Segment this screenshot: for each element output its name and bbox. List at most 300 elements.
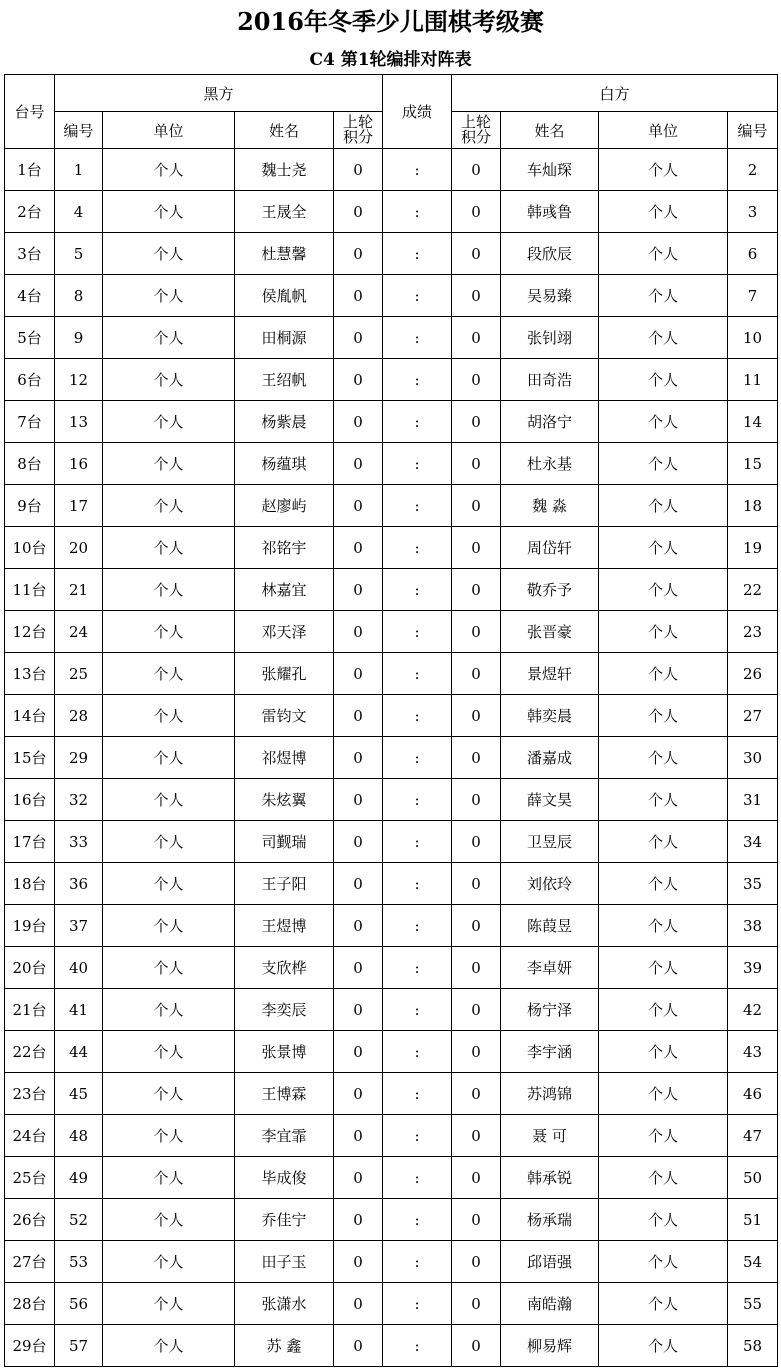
- white-unit-cell: 个人: [599, 821, 728, 863]
- white-unit-cell: 个人: [599, 1199, 728, 1241]
- white-unit-cell: 个人: [599, 317, 728, 359]
- white-name-cell: 张晋豪: [501, 611, 599, 653]
- table-number-cell: 12台: [5, 611, 55, 653]
- black-prev-score-cell: 0: [334, 233, 383, 275]
- white-unit-cell: 个人: [599, 527, 728, 569]
- white-prev-score-cell: 0: [452, 527, 501, 569]
- black-name-cell: 支欣桦: [235, 947, 334, 989]
- white-prev-score-cell: 0: [452, 1073, 501, 1115]
- black-id-cell: 44: [55, 1031, 103, 1073]
- result-cell: :: [383, 1031, 452, 1073]
- white-id-cell: 11: [728, 359, 778, 401]
- white-prev-score-header: [452, 112, 501, 149]
- white-prev-score-cell: 0: [452, 863, 501, 905]
- page-subtitle: C4 第1轮编排对阵表: [309, 50, 472, 70]
- black-unit-cell: 个人: [103, 191, 235, 233]
- black-prev-score-cell: 0: [334, 653, 383, 695]
- white-unit-cell: 个人: [599, 653, 728, 695]
- black-id-cell: 41: [55, 989, 103, 1031]
- black-unit-cell: 个人: [103, 275, 235, 317]
- white-name-cell: 杨宁泽: [501, 989, 599, 1031]
- white-prev-score-cell: 0: [452, 443, 501, 485]
- white-prev-score-cell: 0: [452, 1115, 501, 1157]
- white-unit-cell: 个人: [599, 275, 728, 317]
- black-unit-cell: 个人: [103, 695, 235, 737]
- black-prev-score-cell: 0: [334, 401, 383, 443]
- white-unit-cell: 个人: [599, 233, 728, 275]
- black-unit-cell: 个人: [103, 737, 235, 779]
- table-row: [5, 317, 778, 359]
- white-prev-score-header-line2: 积分: [461, 128, 492, 146]
- white-prev-score-cell: 0: [452, 695, 501, 737]
- black-prev-score-header-line2: 积分: [343, 128, 374, 146]
- white-name-cell: 敬乔予: [501, 569, 599, 611]
- table-number-cell: 6台: [5, 359, 55, 401]
- white-unit-cell: 个人: [599, 359, 728, 401]
- white-name-cell: 杨承瑞: [501, 1199, 599, 1241]
- white-name-header: 姓名: [501, 112, 599, 149]
- white-prev-score-header-line1: 上轮: [461, 113, 492, 131]
- black-name-cell: 赵廖屿: [235, 485, 334, 527]
- white-unit-cell: 个人: [599, 1283, 728, 1325]
- black-unit-cell: 个人: [103, 989, 235, 1031]
- black-name-cell: 雷钧文: [235, 695, 334, 737]
- black-name-header: 姓名: [235, 112, 334, 149]
- result-cell: :: [383, 191, 452, 233]
- white-name-cell: 刘依玲: [501, 863, 599, 905]
- white-prev-score-cell: 0: [452, 905, 501, 947]
- table-row: [5, 1325, 778, 1367]
- white-id-cell: 7: [728, 275, 778, 317]
- black-prev-score-cell: 0: [334, 443, 383, 485]
- white-prev-score-cell: 0: [452, 1157, 501, 1199]
- white-id-header: 编号: [728, 112, 778, 149]
- table-row: [5, 947, 778, 989]
- white-name-cell: 周岱轩: [501, 527, 599, 569]
- table-number-cell: 1台: [5, 149, 55, 191]
- white-id-cell: 2: [728, 149, 778, 191]
- black-name-cell: 王子阳: [235, 863, 334, 905]
- result-cell: :: [383, 317, 452, 359]
- result-cell: :: [383, 569, 452, 611]
- white-unit-cell: 个人: [599, 1073, 728, 1115]
- white-name-cell: 韩彧鲁: [501, 191, 599, 233]
- white-unit-cell: 个人: [599, 779, 728, 821]
- white-unit-cell: 个人: [599, 149, 728, 191]
- white-id-cell: 54: [728, 1241, 778, 1283]
- black-unit-cell: 个人: [103, 1115, 235, 1157]
- black-name-cell: 李宜霏: [235, 1115, 334, 1157]
- result-cell: :: [383, 611, 452, 653]
- black-id-cell: 9: [55, 317, 103, 359]
- black-id-cell: 33: [55, 821, 103, 863]
- white-name-cell: 陈葭昱: [501, 905, 599, 947]
- white-prev-score-cell: 0: [452, 1241, 501, 1283]
- table-number-cell: 8台: [5, 443, 55, 485]
- white-id-cell: 27: [728, 695, 778, 737]
- black-id-cell: 45: [55, 1073, 103, 1115]
- black-id-cell: 24: [55, 611, 103, 653]
- black-unit-cell: 个人: [103, 611, 235, 653]
- black-prev-score-cell: 0: [334, 569, 383, 611]
- table-number-cell: 5台: [5, 317, 55, 359]
- table-row: [5, 1157, 778, 1199]
- black-name-cell: 杜慧馨: [235, 233, 334, 275]
- white-id-cell: 19: [728, 527, 778, 569]
- white-name-cell: 邱语强: [501, 1241, 599, 1283]
- white-id-cell: 35: [728, 863, 778, 905]
- table-number-cell: 27台: [5, 1241, 55, 1283]
- result-cell: :: [383, 989, 452, 1031]
- black-prev-score-cell: 0: [334, 737, 383, 779]
- white-id-cell: 43: [728, 1031, 778, 1073]
- white-prev-score-cell: 0: [452, 569, 501, 611]
- black-prev-score-cell: 0: [334, 863, 383, 905]
- black-unit-cell: 个人: [103, 1073, 235, 1115]
- black-id-cell: 1: [55, 149, 103, 191]
- white-name-cell: 吴易臻: [501, 275, 599, 317]
- black-prev-score-cell: 0: [334, 611, 383, 653]
- white-id-cell: 10: [728, 317, 778, 359]
- black-unit-cell: 个人: [103, 401, 235, 443]
- white-name-cell: 李宇涵: [501, 1031, 599, 1073]
- white-id-cell: 31: [728, 779, 778, 821]
- black-id-cell: 49: [55, 1157, 103, 1199]
- white-name-cell: 柳易辉: [501, 1325, 599, 1367]
- black-id-header: 编号: [55, 112, 103, 149]
- white-unit-cell: 个人: [599, 1241, 728, 1283]
- white-prev-score-cell: 0: [452, 611, 501, 653]
- black-prev-score-cell: 0: [334, 779, 383, 821]
- white-unit-cell: 个人: [599, 569, 728, 611]
- black-side-header: 黑方: [55, 75, 383, 112]
- table-number-cell: 29台: [5, 1325, 55, 1367]
- black-prev-score-cell: 0: [334, 1031, 383, 1073]
- white-unit-cell: 个人: [599, 989, 728, 1031]
- black-prev-score-header-line1: 上轮: [343, 113, 374, 131]
- result-cell: :: [383, 485, 452, 527]
- black-id-cell: 8: [55, 275, 103, 317]
- black-id-cell: 36: [55, 863, 103, 905]
- white-unit-cell: 个人: [599, 905, 728, 947]
- table-row: [5, 1241, 778, 1283]
- result-cell: :: [383, 1325, 452, 1367]
- white-unit-cell: 个人: [599, 191, 728, 233]
- result-cell: :: [383, 359, 452, 401]
- black-name-cell: 苏 鑫: [235, 1325, 334, 1367]
- black-id-cell: 40: [55, 947, 103, 989]
- black-prev-score-header: [334, 112, 383, 149]
- black-name-cell: 林嘉宜: [235, 569, 334, 611]
- result-header: 成绩: [383, 75, 452, 149]
- white-unit-cell: 个人: [599, 1325, 728, 1367]
- white-unit-cell: 个人: [599, 695, 728, 737]
- black-prev-score-cell: 0: [334, 1115, 383, 1157]
- black-prev-score-cell: 0: [334, 527, 383, 569]
- table-row: [5, 1199, 778, 1241]
- black-id-cell: 53: [55, 1241, 103, 1283]
- white-prev-score-cell: 0: [452, 275, 501, 317]
- black-prev-score-cell: 0: [334, 1157, 383, 1199]
- table-row: [5, 695, 778, 737]
- black-id-cell: 4: [55, 191, 103, 233]
- white-id-cell: 26: [728, 653, 778, 695]
- black-name-cell: 王煜博: [235, 905, 334, 947]
- black-unit-cell: 个人: [103, 527, 235, 569]
- white-id-cell: 42: [728, 989, 778, 1031]
- white-prev-score-cell: 0: [452, 821, 501, 863]
- table-number-cell: 9台: [5, 485, 55, 527]
- table-number-cell: 4台: [5, 275, 55, 317]
- black-id-cell: 13: [55, 401, 103, 443]
- white-name-cell: 田奇浩: [501, 359, 599, 401]
- black-prev-score-cell: 0: [334, 149, 383, 191]
- white-name-cell: 魏 淼: [501, 485, 599, 527]
- result-cell: :: [383, 737, 452, 779]
- table-number-cell: 3台: [5, 233, 55, 275]
- white-unit-cell: 个人: [599, 947, 728, 989]
- table-number-header: 台号: [5, 75, 55, 149]
- white-prev-score-cell: 0: [452, 1325, 501, 1367]
- white-unit-cell: 个人: [599, 485, 728, 527]
- black-prev-score-cell: 0: [334, 191, 383, 233]
- pairing-table-body: [5, 149, 778, 1367]
- result-cell: :: [383, 1241, 452, 1283]
- black-unit-cell: 个人: [103, 359, 235, 401]
- header-row-top: [5, 75, 778, 112]
- result-cell: :: [383, 443, 452, 485]
- black-id-cell: 20: [55, 527, 103, 569]
- white-id-cell: 3: [728, 191, 778, 233]
- white-id-cell: 23: [728, 611, 778, 653]
- black-name-cell: 祁煜博: [235, 737, 334, 779]
- result-cell: :: [383, 1115, 452, 1157]
- black-name-cell: 朱炫翼: [235, 779, 334, 821]
- white-name-cell: 李卓妍: [501, 947, 599, 989]
- white-prev-score-cell: 0: [452, 317, 501, 359]
- white-name-cell: 张钊翊: [501, 317, 599, 359]
- result-cell: :: [383, 149, 452, 191]
- table-row: [5, 821, 778, 863]
- white-name-cell: 卫昱辰: [501, 821, 599, 863]
- white-unit-cell: 个人: [599, 401, 728, 443]
- table-row: [5, 359, 778, 401]
- white-id-cell: 22: [728, 569, 778, 611]
- white-unit-cell: 个人: [599, 863, 728, 905]
- black-name-cell: 魏士尧: [235, 149, 334, 191]
- result-cell: :: [383, 821, 452, 863]
- black-id-cell: 29: [55, 737, 103, 779]
- black-prev-score-cell: 0: [334, 1241, 383, 1283]
- black-prev-score-cell: 0: [334, 1283, 383, 1325]
- black-id-cell: 17: [55, 485, 103, 527]
- table-number-cell: 14台: [5, 695, 55, 737]
- table-row: [5, 149, 778, 191]
- black-name-cell: 司觐瑞: [235, 821, 334, 863]
- black-prev-score-cell: 0: [334, 1199, 383, 1241]
- result-cell: :: [383, 947, 452, 989]
- white-unit-cell: 个人: [599, 443, 728, 485]
- white-prev-score-cell: 0: [452, 191, 501, 233]
- table-number-cell: 28台: [5, 1283, 55, 1325]
- black-id-cell: 37: [55, 905, 103, 947]
- white-name-cell: 杜永基: [501, 443, 599, 485]
- black-id-cell: 56: [55, 1283, 103, 1325]
- white-id-cell: 46: [728, 1073, 778, 1115]
- white-id-cell: 55: [728, 1283, 778, 1325]
- black-unit-cell: 个人: [103, 821, 235, 863]
- result-cell: :: [383, 779, 452, 821]
- white-name-cell: 段欣辰: [501, 233, 599, 275]
- pairing-table: [4, 74, 778, 1367]
- black-id-cell: 16: [55, 443, 103, 485]
- table-number-cell: 25台: [5, 1157, 55, 1199]
- black-unit-cell: 个人: [103, 1157, 235, 1199]
- black-id-cell: 32: [55, 779, 103, 821]
- white-prev-score-cell: 0: [452, 1283, 501, 1325]
- black-unit-cell: 个人: [103, 1241, 235, 1283]
- black-prev-score-cell: 0: [334, 695, 383, 737]
- table-row: [5, 443, 778, 485]
- white-name-cell: 苏鸿锦: [501, 1073, 599, 1115]
- black-unit-cell: 个人: [103, 1283, 235, 1325]
- table-row: [5, 485, 778, 527]
- black-name-cell: 王晟全: [235, 191, 334, 233]
- white-name-cell: 韩承锐: [501, 1157, 599, 1199]
- white-unit-cell: 个人: [599, 1115, 728, 1157]
- table-row: [5, 1283, 778, 1325]
- white-prev-score-cell: 0: [452, 233, 501, 275]
- result-cell: :: [383, 275, 452, 317]
- black-unit-cell: 个人: [103, 1031, 235, 1073]
- white-name-cell: 景煜轩: [501, 653, 599, 695]
- white-prev-score-cell: 0: [452, 779, 501, 821]
- white-prev-score-cell: 0: [452, 149, 501, 191]
- table-row: [5, 863, 778, 905]
- table-number-cell: 2台: [5, 191, 55, 233]
- table-row: [5, 569, 778, 611]
- white-name-cell: 韩奕晨: [501, 695, 599, 737]
- black-id-cell: 21: [55, 569, 103, 611]
- white-unit-cell: 个人: [599, 1157, 728, 1199]
- table-number-cell: 20台: [5, 947, 55, 989]
- table-row: [5, 737, 778, 779]
- table-row: [5, 905, 778, 947]
- table-number-cell: 13台: [5, 653, 55, 695]
- white-id-cell: 30: [728, 737, 778, 779]
- black-unit-header: 单位: [103, 112, 235, 149]
- white-name-cell: 车灿琛: [501, 149, 599, 191]
- black-name-cell: 张景博: [235, 1031, 334, 1073]
- black-name-cell: 祁铭宇: [235, 527, 334, 569]
- black-name-cell: 杨蕴琪: [235, 443, 334, 485]
- white-id-cell: 38: [728, 905, 778, 947]
- table-row: [5, 611, 778, 653]
- black-unit-cell: 个人: [103, 779, 235, 821]
- result-cell: :: [383, 653, 452, 695]
- result-cell: :: [383, 1283, 452, 1325]
- white-name-cell: 南皓瀚: [501, 1283, 599, 1325]
- table-number-cell: 17台: [5, 821, 55, 863]
- white-prev-score-cell: 0: [452, 359, 501, 401]
- black-name-cell: 邓天泽: [235, 611, 334, 653]
- black-id-cell: 52: [55, 1199, 103, 1241]
- table-number-cell: 19台: [5, 905, 55, 947]
- table-row: [5, 401, 778, 443]
- black-id-cell: 48: [55, 1115, 103, 1157]
- black-name-cell: 毕成俊: [235, 1157, 334, 1199]
- black-id-cell: 5: [55, 233, 103, 275]
- table-number-cell: 26台: [5, 1199, 55, 1241]
- result-cell: :: [383, 863, 452, 905]
- table-row: [5, 233, 778, 275]
- white-id-cell: 14: [728, 401, 778, 443]
- white-prev-score-cell: 0: [452, 989, 501, 1031]
- black-unit-cell: 个人: [103, 863, 235, 905]
- result-cell: :: [383, 1199, 452, 1241]
- white-prev-score-cell: 0: [452, 653, 501, 695]
- table-number-cell: 21台: [5, 989, 55, 1031]
- black-id-cell: 57: [55, 1325, 103, 1367]
- black-unit-cell: 个人: [103, 1325, 235, 1367]
- black-unit-cell: 个人: [103, 947, 235, 989]
- table-row: [5, 779, 778, 821]
- black-unit-cell: 个人: [103, 149, 235, 191]
- black-prev-score-cell: 0: [334, 947, 383, 989]
- black-name-cell: 张耀孔: [235, 653, 334, 695]
- result-cell: :: [383, 401, 452, 443]
- white-prev-score-cell: 0: [452, 1031, 501, 1073]
- white-prev-score-cell: 0: [452, 947, 501, 989]
- white-id-cell: 18: [728, 485, 778, 527]
- table-row: [5, 653, 778, 695]
- black-unit-cell: 个人: [103, 569, 235, 611]
- black-id-cell: 25: [55, 653, 103, 695]
- table-number-cell: 23台: [5, 1073, 55, 1115]
- black-prev-score-cell: 0: [334, 821, 383, 863]
- black-unit-cell: 个人: [103, 233, 235, 275]
- black-name-cell: 侯胤帆: [235, 275, 334, 317]
- table-number-cell: 7台: [5, 401, 55, 443]
- white-prev-score-cell: 0: [452, 485, 501, 527]
- table-number-cell: 16台: [5, 779, 55, 821]
- white-side-header: 白方: [452, 75, 778, 112]
- black-prev-score-cell: 0: [334, 1325, 383, 1367]
- black-name-cell: 田桐源: [235, 317, 334, 359]
- white-name-cell: 聂 可: [501, 1115, 599, 1157]
- black-unit-cell: 个人: [103, 443, 235, 485]
- white-unit-header: 单位: [599, 112, 728, 149]
- black-prev-score-cell: 0: [334, 275, 383, 317]
- black-prev-score-cell: 0: [334, 1073, 383, 1115]
- black-prev-score-cell: 0: [334, 905, 383, 947]
- white-id-cell: 39: [728, 947, 778, 989]
- table-row: [5, 1031, 778, 1073]
- black-name-cell: 乔佳宁: [235, 1199, 334, 1241]
- white-id-cell: 50: [728, 1157, 778, 1199]
- black-name-cell: 田子玉: [235, 1241, 334, 1283]
- table-row: [5, 191, 778, 233]
- table-number-cell: 22台: [5, 1031, 55, 1073]
- result-cell: :: [383, 1157, 452, 1199]
- white-prev-score-cell: 0: [452, 737, 501, 779]
- white-unit-cell: 个人: [599, 611, 728, 653]
- white-id-cell: 47: [728, 1115, 778, 1157]
- black-name-cell: 王博霖: [235, 1073, 334, 1115]
- table-number-cell: 15台: [5, 737, 55, 779]
- white-id-cell: 15: [728, 443, 778, 485]
- result-cell: :: [383, 233, 452, 275]
